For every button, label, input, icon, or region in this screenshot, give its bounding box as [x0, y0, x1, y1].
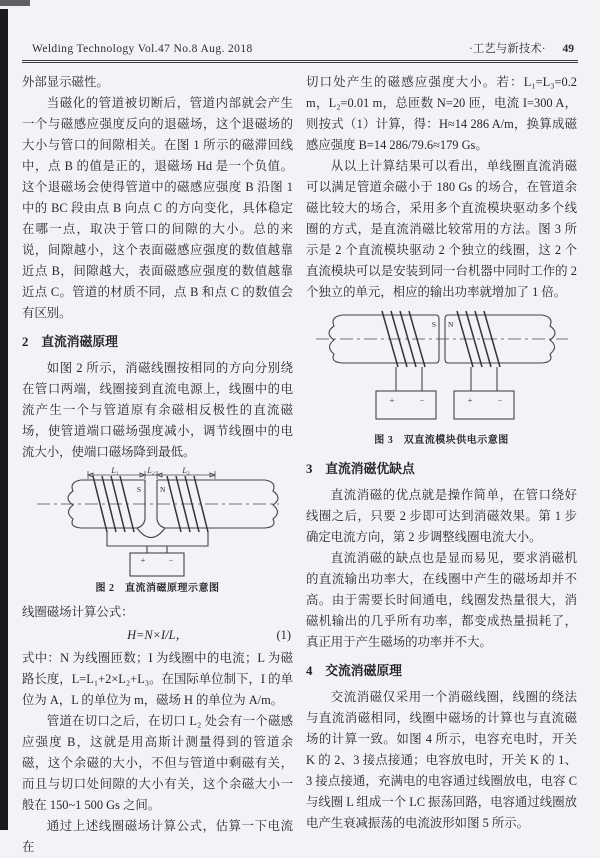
left-column [22, 72, 293, 858]
figure-2-caption: 图 2 直流消磁原理示意图 [95, 583, 220, 594]
dc-module2-minus: − [497, 396, 502, 405]
dim-label-L3: L₃ [181, 467, 190, 475]
paragraph: 直流消磁的优点就是操作简单，在管口绕好线圈之后，只要 2 步即可达到消磁效果。第 1 步确定电流方向，第 2 步调整线圈电流大小。 [306, 488, 577, 544]
header-right [469, 40, 574, 56]
dc-minus-terminal: − [168, 556, 173, 565]
dc-module1-plus: + [389, 396, 394, 405]
paragraph: 外部显示磁性。 [22, 75, 109, 89]
right-column [306, 72, 577, 858]
paragraph: 管道在切口之后，在切口 L₂ 处会有一个磁感应强度 B，这就是用高斯计测量得到的管道余磁，这个余磁的大小，不但与管道中剩磁有关，而且与切口处间隙的大小有关，这个余磁大小一般在 150~1 500 Gs 之间。 [22, 714, 293, 812]
figure-3-diagram [312, 307, 572, 429]
paragraph: 直流消磁的缺点也是显而易见，要求消磁机的直流输出功率大，在线圈中产生的磁场却并不高。由于需要长时间通电，线圈发热量很大，消磁机输出的几乎所有功率，都变成热量损耗了，真正用于产生磁场的功率并不大。 [306, 551, 577, 649]
pole-label-S: S [136, 485, 141, 494]
pole-label-N: N [447, 320, 453, 329]
dc-module1-minus: − [419, 396, 424, 405]
pole-label-N: N [159, 485, 165, 494]
paragraph: 通过上述线圈磁场计算公式，估算一下电流在 [22, 819, 293, 854]
figure-2-diagram [33, 467, 283, 577]
figure-2 [22, 467, 293, 599]
dim-label-L2: L₂ [146, 467, 155, 475]
section-heading-3: 3 直流消磁优缺点 [306, 462, 415, 476]
dc-plus-terminal: + [140, 556, 145, 565]
paragraph: 交流消磁仅采用一个消磁线圈，线圈的绕法与直流消磁相同，线圈中磁场的计算也与直流磁场的计算一致。如图 4 所示，电容充电时，开关 K 的 2、3 接点接通；电容放电时，开关 K 的 1、3 接点接通，充满电的电容通过线圈放电，电容 C 与线圈 L 组成一个 LC 振荡回路，电容通过线圈放电产生衰减振荡的电流波形如图 5 所示。 [306, 690, 577, 830]
page-header [22, 40, 578, 63]
paragraph: 切口处产生的磁感应强度大小。若：L₁=L₃=0.2 m，L₂=0.01 m，总匝数 N=20 匝，电流 I=300 A，则按式（1）计算，得：H≈14 286 A/m，换算成磁感应强度 B=14 286/79.6≈179 Gs。 [306, 75, 577, 152]
paragraph: 如图 2 所示，消磁线圈按相同的方向分别绕在管口两端，线圈接到直流电源上，线圈中的电流产生一个与管道原有余磁相反极性的直流磁场，使管道端口磁场强度减小，调节线圈中的电流大小，使端口磁场降到最低。 [22, 361, 293, 459]
pole-label-S: S [431, 320, 436, 329]
section-heading-4: 4 交流消磁原理 [306, 664, 402, 678]
equation-body: H=N×I/L， [127, 628, 188, 642]
two-column-body [22, 72, 578, 858]
paragraph: 式中：N 为线圈匝数；I 为线圈中的电流；L 为磁路长度，L=L₁+2×L₂+L₃。在国际单位制下，I 的单位为 A，L 的单位为 m，磁场 H 的单位为 A/m。 [22, 651, 293, 707]
column-section-label: ·工艺与新技术· [468, 43, 546, 55]
page-number: 49 [562, 43, 574, 55]
dc-module2-plus: + [467, 396, 472, 405]
scan-artifact-left-bar [0, 9, 8, 830]
paragraph: 从以上计算结果可以看出，单线圈直流消磁可以满足管道余磁小于 180 Gs 的场合，在管道余磁比较大的场合，采用多个直流模块驱动多个线圈的方式，是直流消磁比较常用的方法。图 3 所示是 2 个直流模块驱动 2 个独立的线圈，这 2 个直流模块可以是安装到同一台机器中同时工作的 2 个独立的单元，相应的输出功率就增加了 1 倍。 [306, 159, 577, 299]
figure-3 [306, 307, 577, 451]
section-heading-2: 2 直流消磁原理 [22, 335, 118, 349]
journal-title: Welding Technology Vol.47 No.8 Aug. 2018 [32, 43, 253, 55]
scan-artifact-top [0, 0, 30, 6]
equation-number: (1) [276, 628, 291, 642]
paragraph: 当磁化的管道被切断后，管道内部就会产生一个与磁感应强度反向的退磁场，这个退磁场的大小与管口的间隙相关。在图 1 所示的磁滞回线中，点 B 的值是正的，退磁场 Hd 是一个负值。这个退磁场会使得管道中的磁感应强度 B 沿图 1 中的 BC 段由点 B 向点 C 的方向变化，具体稳定在哪一点，取决于管口的间隙的大小。总的来说，间隙越小，这个表面磁感应强度的数值越靠近点 B，间隙越大，表面磁感应强度的数值越靠近点 C。管道的材质不同，点 B 和点 C 的数值会有区别。 [22, 96, 293, 320]
figure-3-caption: 图 3 双直流模块供电示意图 [374, 435, 509, 446]
dim-label-L1: L₁ [110, 467, 119, 475]
equation-1 [22, 624, 293, 647]
journal-page [22, 40, 578, 858]
paragraph: 线圈磁场计算公式： [22, 605, 134, 619]
